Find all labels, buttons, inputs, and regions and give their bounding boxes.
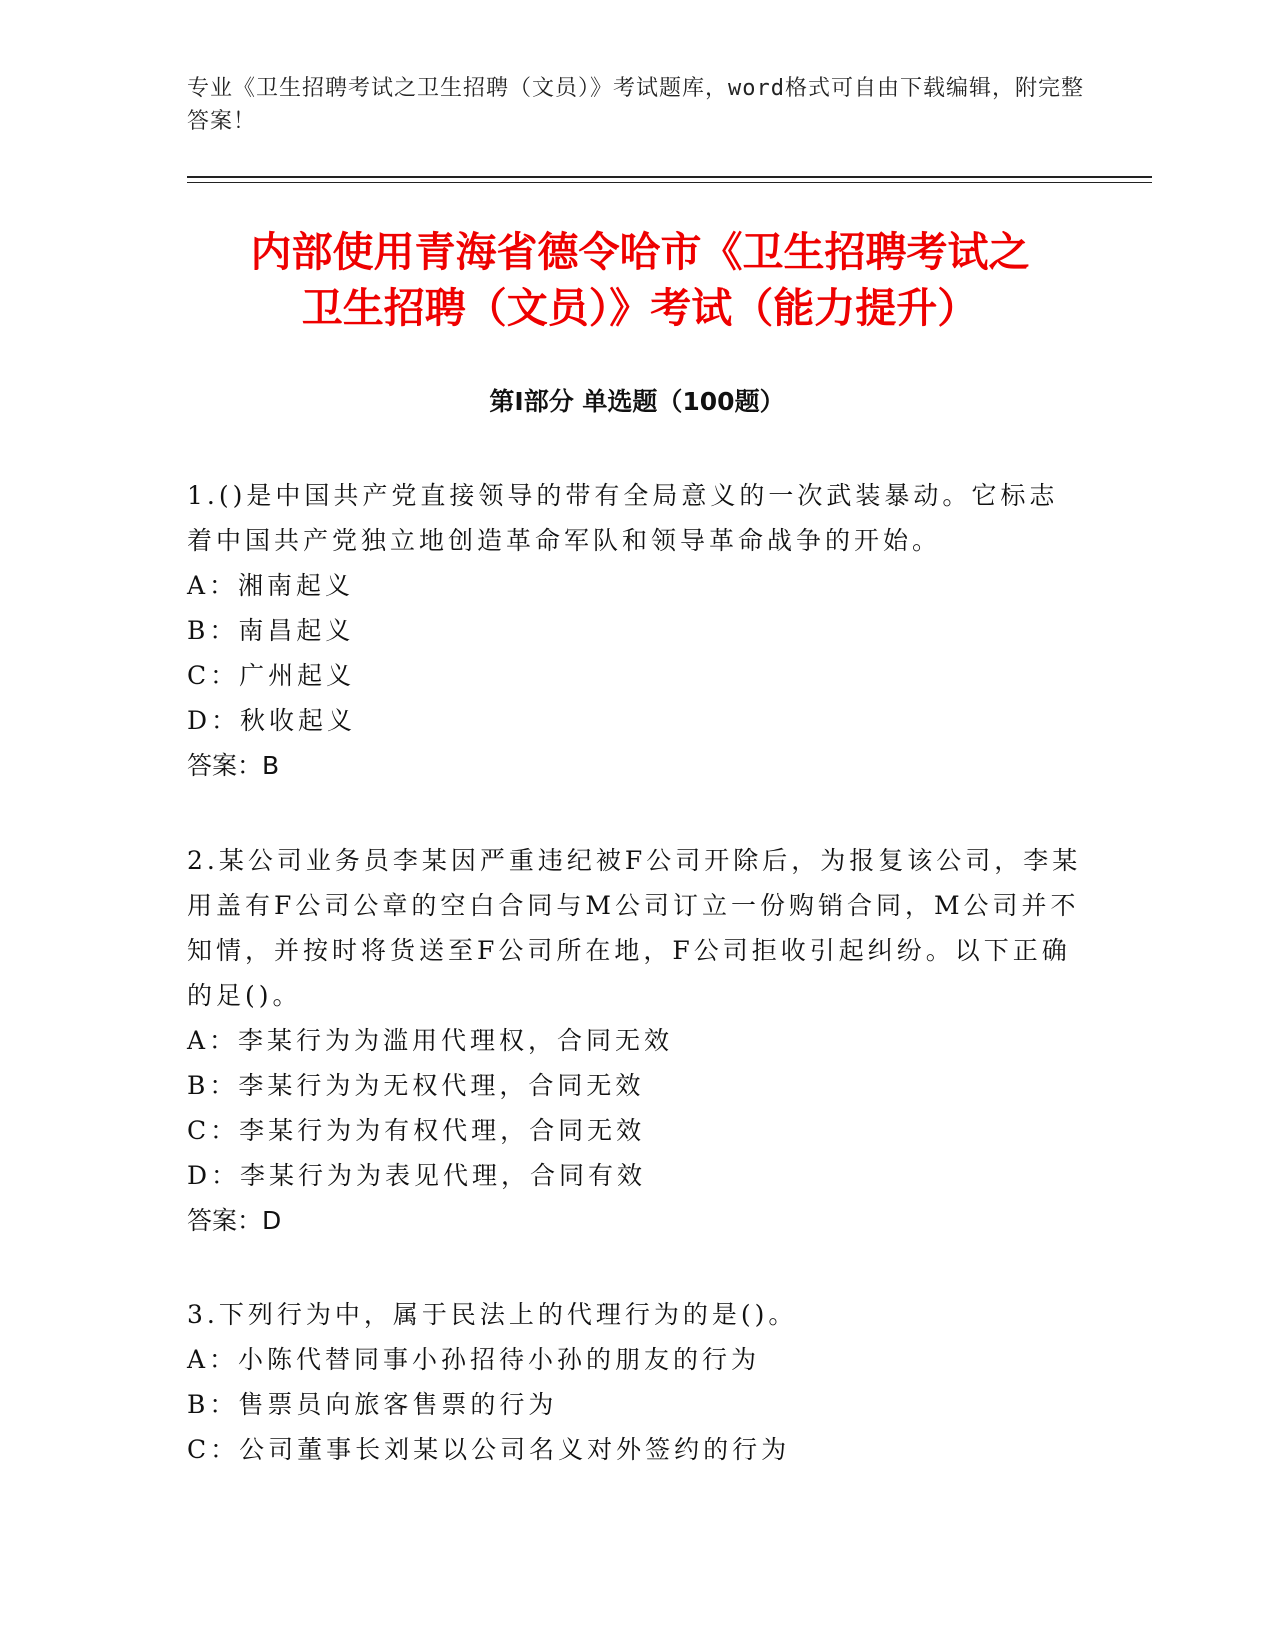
header-divider-thin — [187, 182, 1152, 183]
question-stem: 3.下列行为中，属于民法上的代理行为的是()。 — [187, 1300, 798, 1329]
question-1 — [187, 473, 1087, 788]
option-a: A：李某行为为滥用代理权，合同无效 — [187, 1026, 674, 1055]
option-d: D：秋收起义 — [187, 706, 357, 735]
option-a: A：小陈代替同事小孙招待小孙的朋友的行为 — [187, 1345, 761, 1374]
option-c: C：广州起义 — [187, 661, 356, 690]
option-c: C：公司董事长刘某以公司名义对外签约的行为 — [187, 1435, 791, 1464]
answer: 答案：D — [187, 1206, 282, 1235]
document-title — [160, 224, 1120, 336]
title-line-1: 内部使用青海省德令哈市《卫生招聘考试之 — [250, 228, 1030, 276]
answer: 答案：B — [187, 751, 280, 780]
option-b: B：南昌起义 — [187, 616, 355, 645]
question-3 — [187, 1292, 1087, 1472]
option-b: B：售票员向旅客售票的行为 — [187, 1390, 558, 1419]
question-stem: 2.某公司业务员李某因严重违纪被F公司开除后，为报复该公司，李某用盖有F公司公章的空白合同与M公司订立一份购销合同，M公司并不知情，并按时将货送至F公司所在地，F公司拒收引起纠纷。以下正确的足()。 — [187, 846, 1082, 1010]
option-c: C：李某行为为有权代理，合同无效 — [187, 1116, 646, 1145]
option-b: B：李某行为为无权代理，合同无效 — [187, 1071, 645, 1100]
title-line-2: 卫生招聘（文员）》考试（能力提升） — [301, 284, 979, 332]
header-note: 专业《卫生招聘考试之卫生招聘（文员）》考试题库，word格式可自由下载编辑，附完整答案！ — [187, 76, 1084, 134]
header-divider-thick — [187, 176, 1152, 178]
question-2 — [187, 838, 1087, 1243]
section-title: 第Ⅰ部分 单选题（100题） — [489, 387, 785, 416]
question-stem: 1.()是中国共产党直接领导的带有全局意义的一次武装暴动。它标志着中国共产党独立地创造革命军队和领导革命战争的开始。 — [187, 481, 1059, 555]
option-d: D：李某行为为表见代理，合同有效 — [187, 1161, 647, 1190]
option-a: A：湘南起义 — [187, 571, 355, 600]
